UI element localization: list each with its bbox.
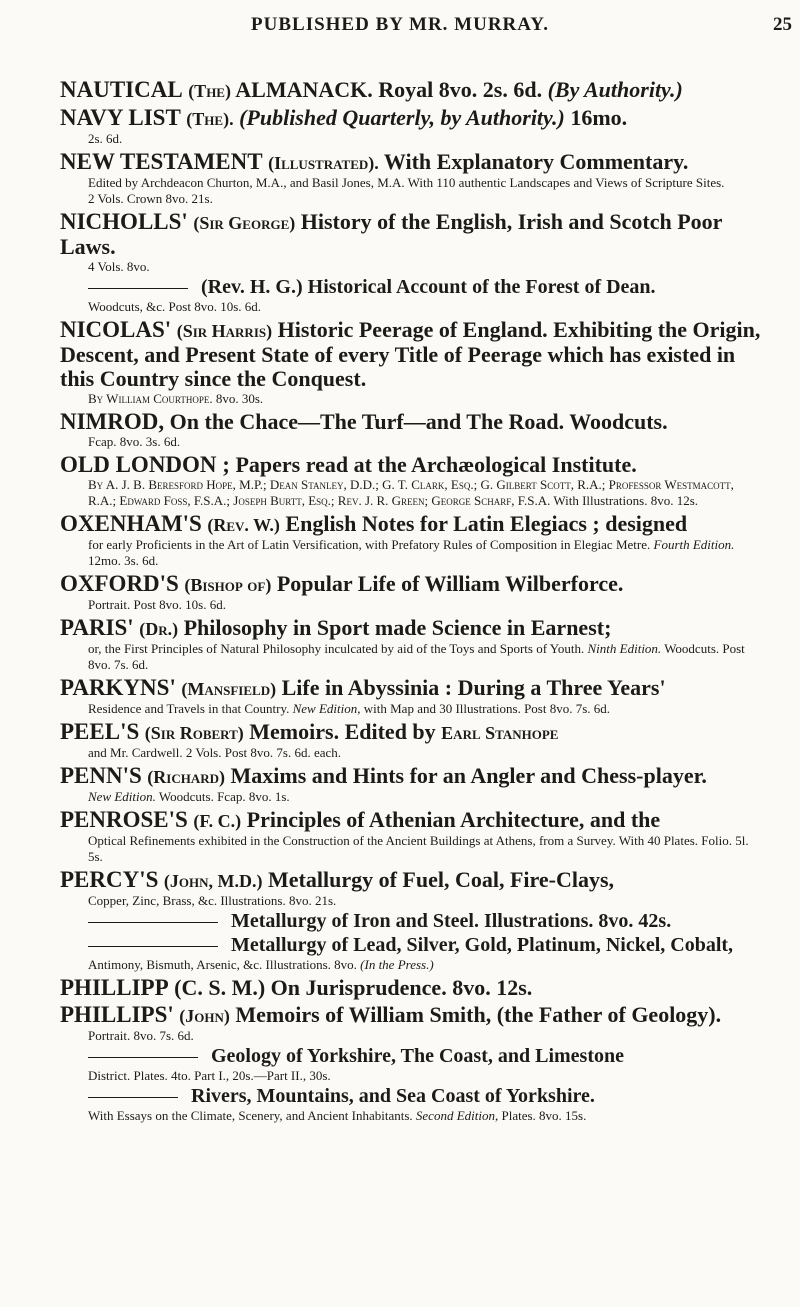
entry-qualifier: (Sir George) — [193, 213, 296, 233]
entry-penn — [60, 764, 765, 805]
entry-title: On Jurisprudence. 8vo. 12s. — [270, 975, 533, 1000]
entry-list — [60, 78, 765, 1127]
ditto-rule — [88, 946, 218, 947]
entry-details: With Illustrations. 8vo. 12s. — [553, 493, 699, 508]
entry-details: 4 Vols. 8vo. — [88, 259, 150, 274]
entry-description: for early Proficients in the Art of Latin Versification, with Prefatory Rules of Composition in Elegiac Metre. — [88, 537, 651, 552]
entry-details: Woodcuts. Fcap. 8vo. 1s. — [158, 789, 290, 804]
entry-details: Portrait. Post 8vo. 10s. 6d. — [88, 597, 226, 612]
entry-heading: OXFORD'S — [60, 571, 179, 596]
entry-qualifier: (John, M.D.) — [163, 871, 263, 891]
ditto-rule — [88, 1057, 198, 1058]
entry-heading: OLD LONDON ; — [60, 452, 230, 477]
entry-details: Fcap. 8vo. 3s. 6d. — [88, 434, 181, 449]
entry-editor: Earl Stanhope — [441, 723, 559, 743]
entry-qualifier: (Mansfield) — [181, 679, 277, 699]
entry-title: Papers read at the Archæological Institute. — [235, 452, 637, 477]
entry-details: Woodcuts, &c. Post 8vo. 10s. 6d. — [88, 299, 262, 314]
entry-qualifier: (Dr.) — [139, 619, 179, 639]
entry-title: Life in Abyssinia : During a Three Years' — [281, 675, 666, 700]
entry-edition: Fourth Edition. — [653, 537, 735, 552]
entry-details: 2 Vols. Crown 8vo. 21s. — [88, 191, 213, 206]
entry-details: District. Plates. 4to. Part I., 20s.—Part II., 30s. — [88, 1068, 331, 1083]
page-header — [0, 0, 800, 60]
entry-description: Optical Refinements exhibited in the Construction of the Ancient Buildings at Athens, from a Survey. With 40 Plates. Folio. 5l. 5s. — [88, 833, 749, 864]
entry-title: Historical Account of the Forest of Dean. — [307, 276, 656, 298]
entry-edition: New Edition, — [292, 701, 361, 716]
entry-title: Principles of Athenian Architecture, and the — [246, 807, 661, 832]
entry-qualifier: (The) — [188, 81, 231, 101]
entry-qualifier: (F. C.) — [193, 811, 242, 831]
entry-nicholls — [60, 210, 765, 315]
entry-parkyns — [60, 676, 765, 717]
entry-heading: PERCY'S — [60, 867, 159, 892]
entry-note: (In the Press.) — [360, 957, 434, 972]
entry-details: 12mo. 3s. 6d. — [88, 553, 159, 568]
entry-heading: NICOLAS' — [60, 317, 172, 342]
entry-title: Metallurgy of Fuel, Coal, Fire-Clays, — [268, 867, 615, 892]
entry-nautical — [60, 78, 765, 103]
entry-nimrod — [60, 410, 765, 450]
entry-phillipp — [60, 976, 765, 1000]
entry-qualifier: (Richard) — [147, 767, 226, 787]
entry-details: and Mr. Cardwell. 2 Vols. Post 8vo. 7s. 6d. each. — [88, 745, 342, 760]
entry-qualifier: (Rev. H. G.) — [201, 276, 303, 298]
entry-penrose — [60, 808, 765, 865]
entry-qualifier: (Illustrated). — [268, 153, 379, 173]
entry-oxenham — [60, 512, 765, 569]
entry-details: Royal 8vo. 2s. 6d. — [378, 77, 543, 102]
entry-title: Metallurgy of Lead, Silver, Gold, Platinum, Nickel, Cobalt, — [231, 934, 734, 956]
entry-details: 16mo. — [570, 105, 628, 130]
entry-title: ALMANACK. — [235, 77, 373, 102]
entry-description: Edited by Archdeacon Churton, M.A., and Basil Jones, M.A. With 110 authentic Landscapes and Views of Scripture Sites. — [88, 175, 725, 190]
entry-title: On the Chace—The Turf—and The Road. Woodcuts. — [169, 409, 668, 434]
entry-edition: Ninth Edition. — [587, 641, 662, 656]
entry-details: Copper, Zinc, Brass, &c. Illustrations. 8vo. 21s. — [88, 893, 337, 908]
entry-old-london — [60, 453, 765, 509]
entry-heading: PARKYNS' — [60, 675, 176, 700]
entry-details: Plates. 8vo. 15s. — [501, 1108, 587, 1123]
entry-title: Geology of Yorkshire, The Coast, and Limestone — [211, 1045, 624, 1067]
entry-paris — [60, 616, 765, 673]
entry-heading: OXENHAM'S — [60, 511, 202, 536]
running-title: PUBLISHED BY MR. MURRAY. — [251, 14, 549, 35]
ditto-rule — [88, 1097, 178, 1098]
ditto-rule — [88, 288, 188, 289]
entry-price: 2s. 6d. — [88, 131, 123, 146]
entry-details: Woodcuts. Post 8vo. 7s. 6d. — [88, 641, 745, 672]
entry-heading: PEEL'S — [60, 719, 140, 744]
entry-qualifier: (Bishop of) — [184, 575, 272, 595]
entry-details: Portrait. 8vo. 7s. 6d. — [88, 1028, 194, 1043]
entry-percy — [60, 868, 765, 973]
entry-details: with Map and 30 Illustrations. Post 8vo. 7s. 6d. — [363, 701, 611, 716]
ditto-rule — [88, 922, 218, 923]
entry-author: By William Courthope. — [88, 391, 213, 406]
entry-peel — [60, 720, 765, 761]
entry-edition: Second Edition, — [415, 1108, 499, 1123]
entry-title: With Explanatory Commentary. — [383, 149, 689, 174]
entry-title: English Notes for Latin Elegiacs ; designed — [285, 511, 688, 536]
entry-navy — [60, 106, 765, 147]
entry-qualifier: (John) — [179, 1006, 230, 1026]
entry-title: Memoirs. Edited by — [249, 719, 436, 744]
entry-heading: NICHOLLS' — [60, 209, 188, 234]
entry-nicolas — [60, 318, 765, 407]
entry-qualifier: (C. S. M.) — [174, 975, 266, 1000]
entry-qualifier: (Rev. W.) — [207, 515, 280, 535]
entry-description: or, the First Principles of Natural Philosophy inculcated by aid of the Toys and Sports of Youth. — [88, 641, 585, 656]
entry-edition: New Edition. — [88, 789, 156, 804]
entry-title: Memoirs of William Smith, (the Father of Geology). — [235, 1002, 722, 1027]
entry-heading: NEW TESTAMENT — [60, 149, 263, 174]
entry-heading: PHILLIPS' — [60, 1002, 174, 1027]
entry-title: Popular Life of William Wilberforce. — [276, 571, 624, 596]
entry-heading: PENN'S — [60, 763, 142, 788]
entry-description: Residence and Travels in that Country. — [88, 701, 290, 716]
page-number: 25 — [773, 14, 792, 35]
entry-description: With Essays on the Climate, Scenery, and Ancient Inhabitants. — [88, 1108, 413, 1123]
entry-note: (Published Quarterly, by Authority.) — [239, 105, 565, 130]
entry-heading: PHILLIPP — [60, 975, 169, 1000]
entry-oxford — [60, 572, 765, 613]
entry-heading: PARIS' — [60, 615, 134, 640]
entry-phillips — [60, 1003, 765, 1124]
entry-details: 8vo. 30s. — [215, 391, 264, 406]
entry-heading: NAVY LIST — [60, 105, 181, 130]
entry-details: Antimony, Bismuth, Arsenic, &c. Illustrations. 8vo. — [88, 957, 357, 972]
entry-heading: NAUTICAL — [60, 77, 183, 102]
entry-title: History of the English, Irish and Scotch Poor Laws. — [60, 209, 723, 259]
entry-qualifier: (The). — [186, 109, 234, 129]
entry-title: Maxims and Hints for an Angler and Chess-player. — [230, 763, 707, 788]
entry-title: Rivers, Mountains, and Sea Coast of Yorkshire. — [191, 1085, 595, 1107]
entry-note: (By Authority.) — [547, 77, 683, 102]
entry-new-testament — [60, 150, 765, 207]
entry-authors: By A. J. B. Beresford Hope, M.P.; Dean Stanley, D.D.; G. T. Clark, Esq.; G. Gilbert Scott, R.A.; Professor Westmacott, R.A.; Edward Foss, F.S.A.; Joseph Burtt, Esq.; Rev. J. R. Green; George Scharf, F.S.A. — [88, 477, 734, 508]
entry-qualifier: (Sir Robert) — [144, 723, 244, 743]
entry-heading: NIMROD, — [60, 409, 165, 434]
entry-title: Metallurgy of Iron and Steel. Illustrations. 8vo. 42s. — [231, 910, 672, 932]
entry-title: Philosophy in Sport made Science in Earnest; — [183, 615, 612, 640]
entry-heading: PENROSE'S — [60, 807, 188, 832]
entry-title: Historic Peerage of England. Exhibiting the Origin, Descent, and Present State of every Title of Peerage which has existed in this Country since the Conquest. — [60, 317, 761, 391]
entry-qualifier: (Sir Harris) — [176, 321, 273, 341]
